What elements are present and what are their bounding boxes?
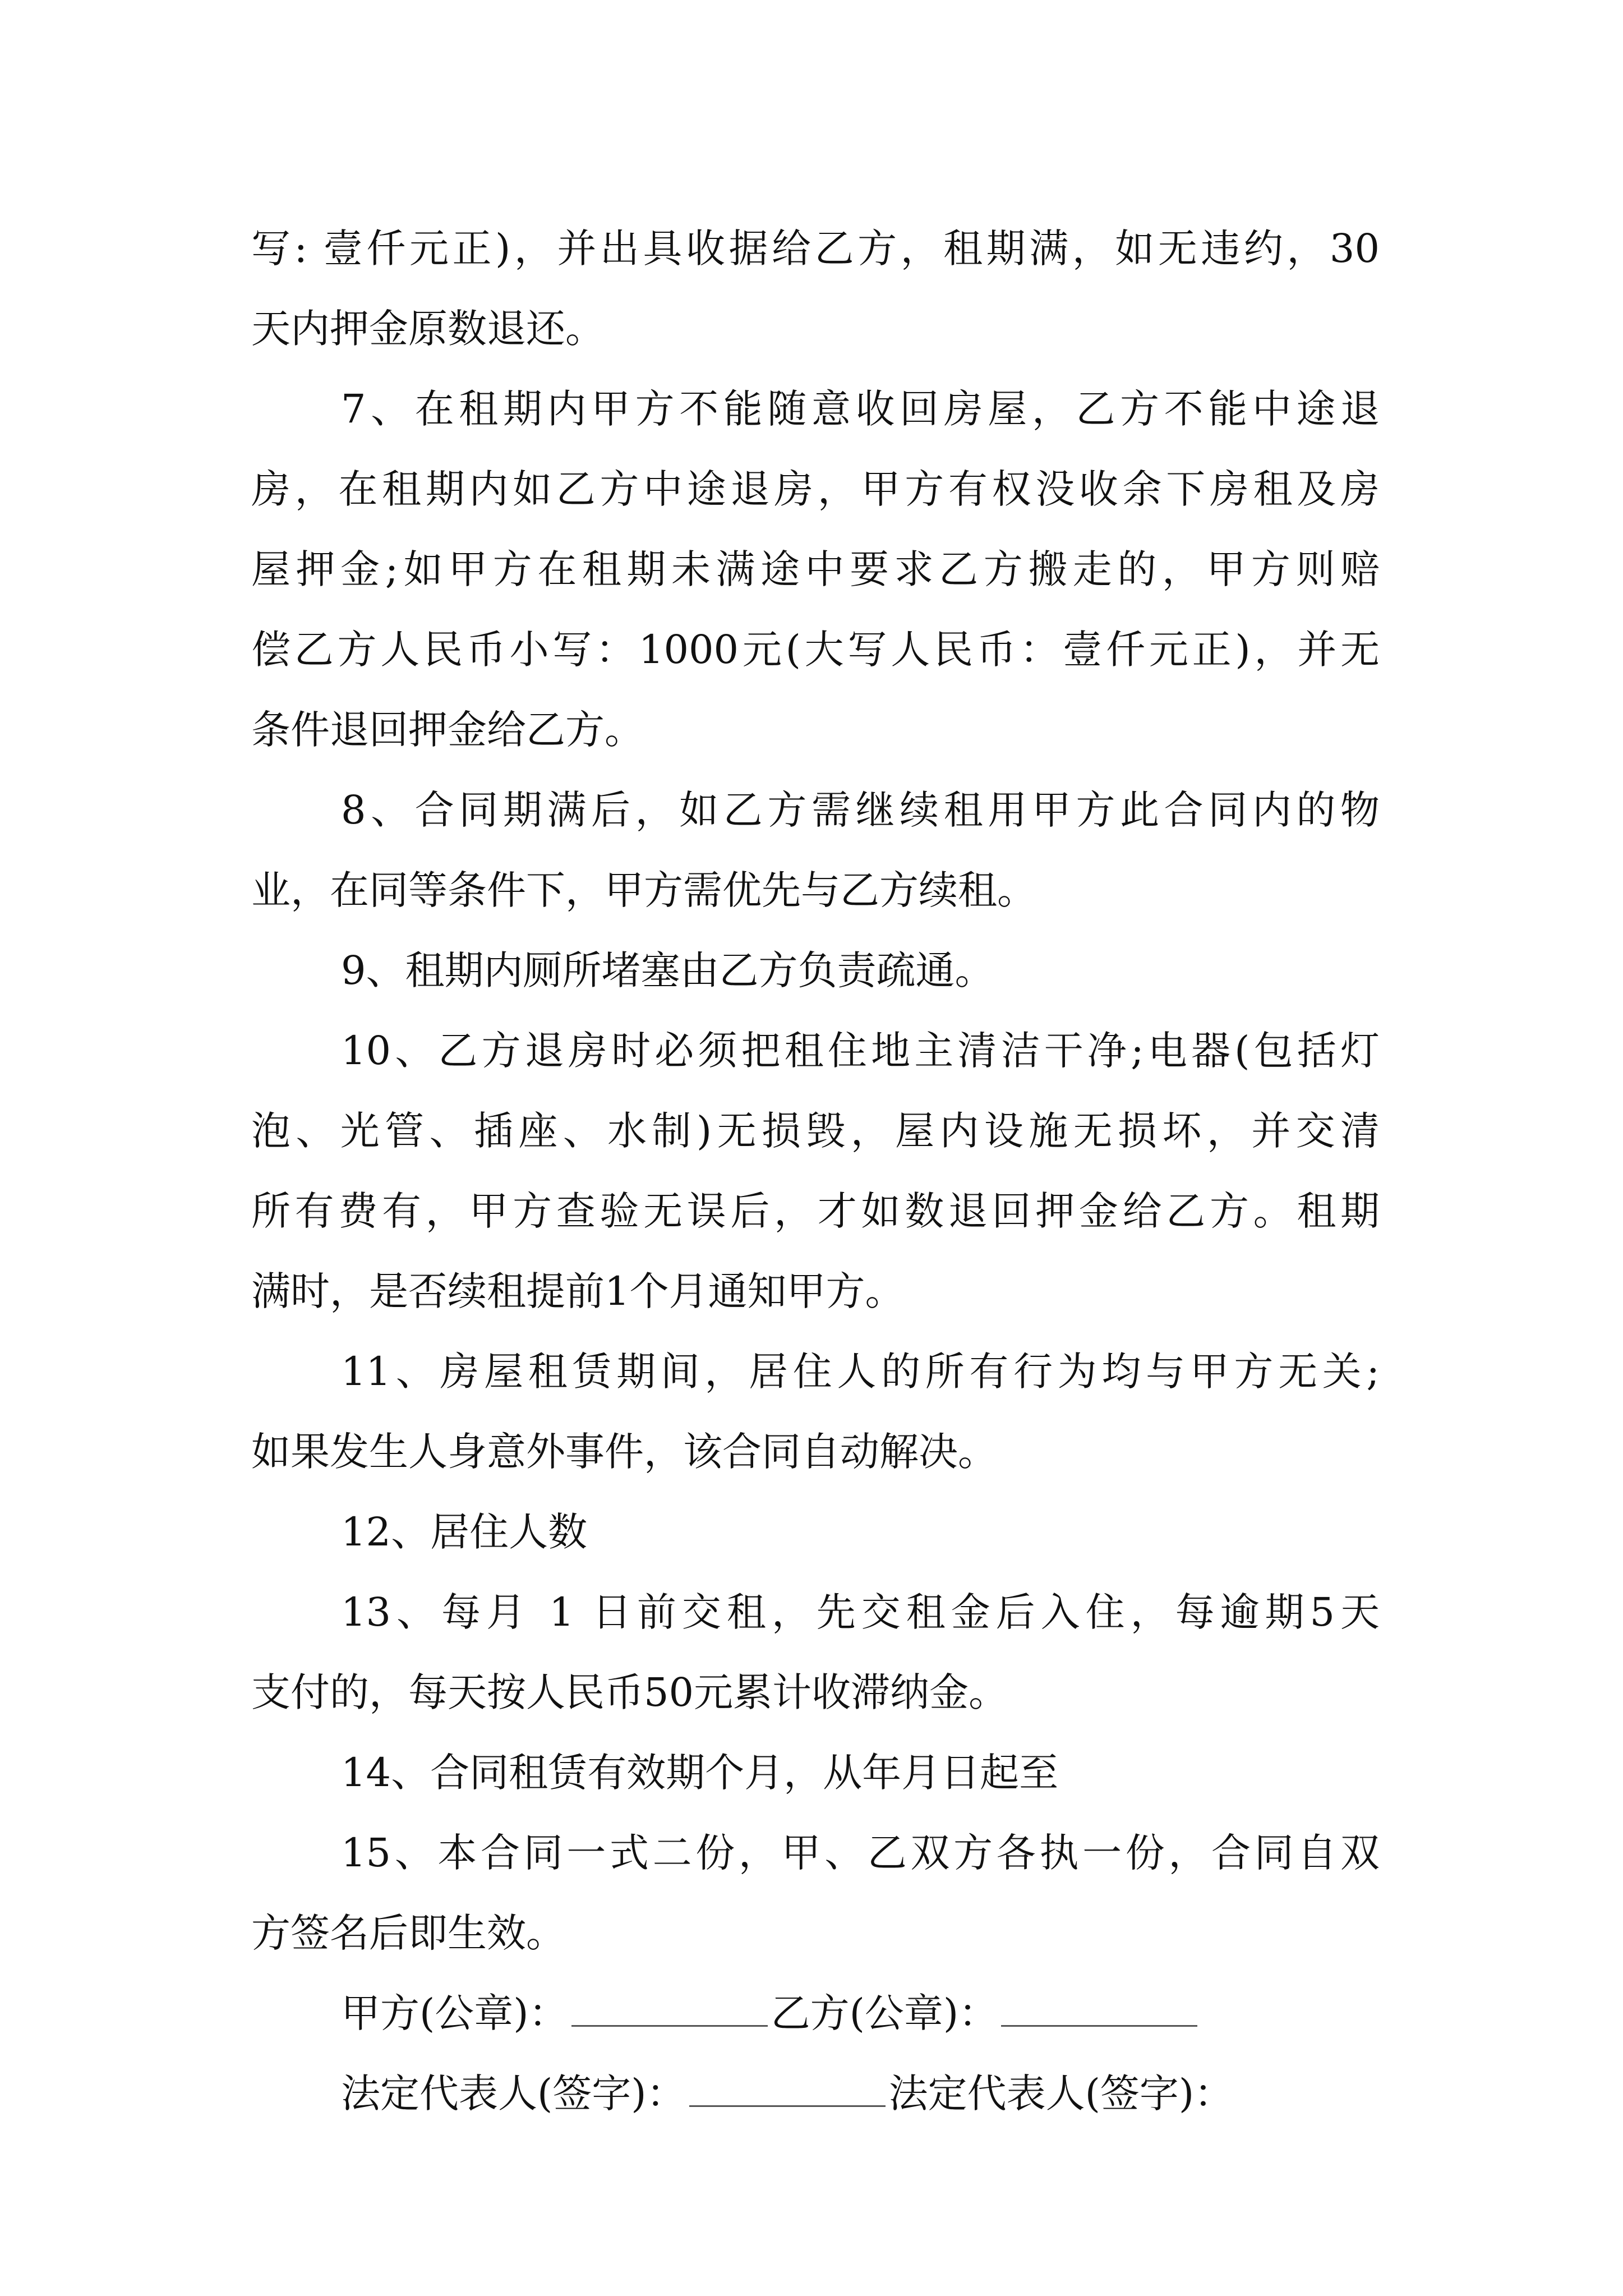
party-b-seal-label: 乙方(公章)： [771,1990,998,2036]
text-line: 写: 壹仟元正)，并出具收据给乙方，租期满，如无违约，30 [251,226,1380,272]
signature-row-seal [251,1973,1380,2054]
text-line: 房，在租期内如乙方中途退房，甲方有权没收余下房租及房 [251,466,1380,512]
party-a-seal-label: 甲方(公章)： [341,1990,568,2036]
text-line: 如果发生人身意外事件，该合同自动解决。 [251,1429,997,1475]
signature-row-representative [251,2054,1380,2134]
paragraph-12 [251,1492,1380,1572]
text-line: 15、本合同一式二份，甲、乙双方各执一份，合同自双 [341,1830,1380,1876]
text-line: 天内押金原数退还。 [251,306,605,352]
text-line: 业，在同等条件下，甲方需优先与乙方续租。 [251,867,1036,913]
document-body [251,209,1380,2134]
paragraph-7 [251,369,1380,770]
paragraph-9 [251,931,1380,1011]
party-b-seal-blank [1001,1991,1197,2027]
party-b-rep-label: 法定代表人(签字)： [888,2070,1234,2116]
paragraph-15 [251,1813,1380,1973]
paragraph-13 [251,1572,1380,1733]
party-a-rep-blank [689,2072,886,2107]
text-line: 所有费有，甲方查验无误后，才如数退回押金给乙方。租期 [251,1188,1380,1234]
text-line: 11、房屋租赁期间，居住人的所有行为均与甲方无关; [341,1349,1380,1395]
text-line: 10、乙方退房时必须把租住地主清洁干净;电器(包括灯 [341,1028,1380,1074]
text-line: 7、在租期内甲方不能随意收回房屋，乙方不能中途退 [341,386,1380,432]
paragraph-11 [251,1332,1380,1492]
text-line: 8、合同期满后，如乙方需继续租用甲方此合同内的物 [341,787,1380,833]
party-a-rep-label: 法定代表人(签字)： [341,2070,686,2116]
text-line: 9、租期内厕所堵塞由乙方负责疏通。 [341,947,994,993]
text-line: 屋押金;如甲方在租期未满途中要求乙方搬走的，甲方则赔 [251,546,1380,592]
paragraph-10 [251,1011,1380,1332]
text-line: 泡、光管、插座、水制)无损毁，屋内设施无损坏，并交清 [251,1108,1380,1154]
party-a-seal-blank [571,1991,768,2027]
text-line: 偿乙方人民币小写：1000元(大写人民币：壹仟元正)，并无 [251,627,1380,673]
text-line: 支付的，每天按人民币50元累计收滞纳金。 [251,1669,1008,1715]
text-line: 12、居住人数 [341,1509,588,1555]
paragraph-8 [251,770,1380,931]
text-line: 条件退回押金给乙方。 [251,707,644,753]
paragraph-6-continuation [251,209,1380,369]
text-line: 14、合同租赁有效期个月，从年月日起至 [341,1750,1059,1796]
paragraph-14 [251,1733,1380,1813]
text-line: 方签名后即生效。 [251,1910,565,1956]
text-line: 满时，是否续租提前1个月通知甲方。 [251,1268,905,1314]
text-line: 13、每月 1 日前交租，先交租金后入住，每逾期5天 [341,1589,1380,1635]
